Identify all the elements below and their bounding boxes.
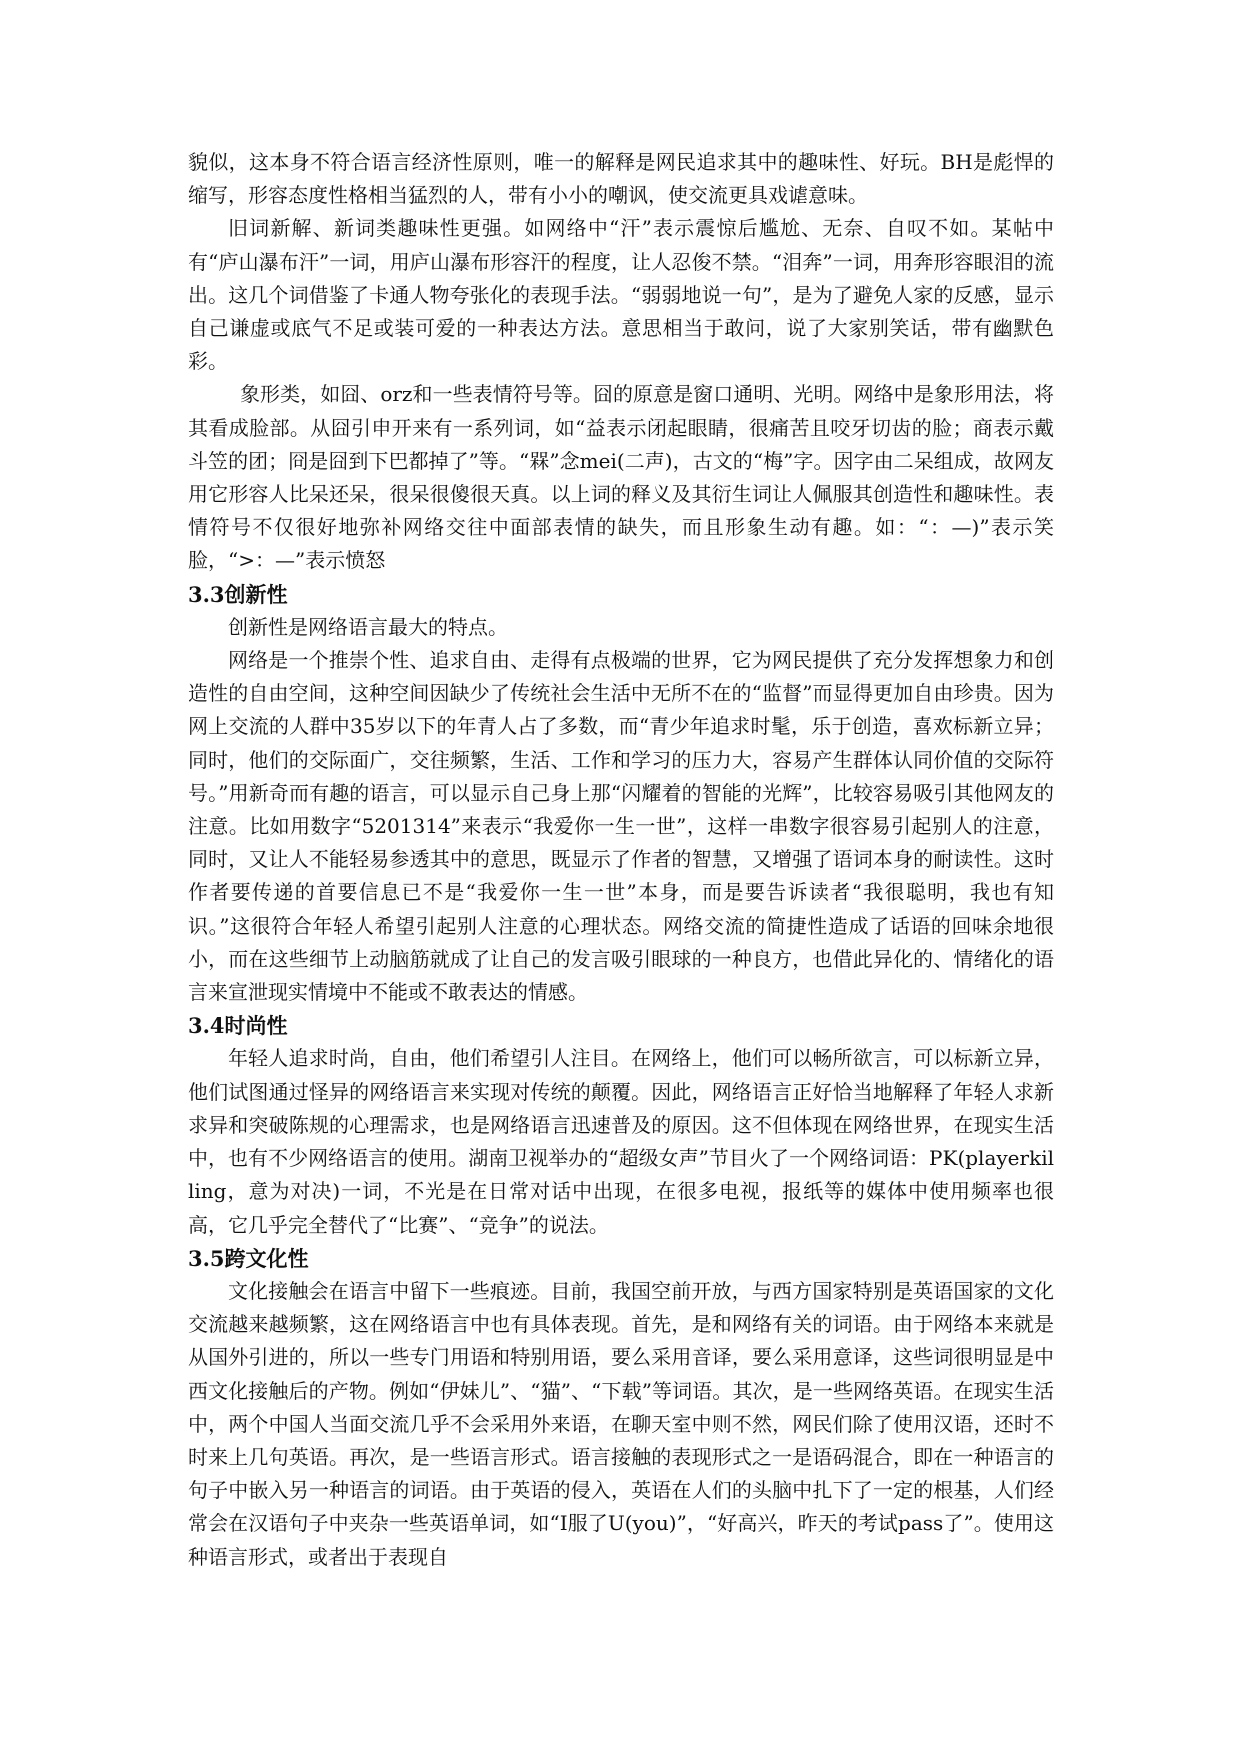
paragraph-3-3-lead: 创新性是网络语言最大的特点。 (228, 614, 508, 639)
paragraph-3-5-body: 文化接触会在语言中留下一些痕迹。目前，我国空前开放，与西方国家特别是英语国家的文化交流越来越频繁，这在网络语言中也有具体表现。首先，是和网络有关的词语。由于网络本来就是从国外引进的，所以一些专门用语和特别用语，要么采用音译，要么采用意译，这些词很明显是中西文化接触后的产物。例如“伊妹儿”、“猫”、“下载”等词语。其次，是一些网络英语。在现实生活中，两个中国人当面交流几乎不会采用外来语，在聊天室中则不然，网民们除了使用汉语，还时不时来上几句英语。再次，是一些语言形式。语言接触的表现形式之一是语码混合，即在一种语言的句子中嵌入另一种语言的词语。由于英语的侵入，英语在人们的头脑中扎下了一定的根基，人们经常会在汉语句子中夹杂一些英语单词，如“I服了U(you)”，“好高兴，昨天的考试pass了”。使用这种语言形式，或者出于表现自 (188, 1278, 1054, 1569)
paragraph-pictographic: 象形类，如囧、orz和一些表情符号等。囧的原意是窗口通明、光明。网络中是象形用法，将其看成脸部。从囧引申开来有一系列词，如“益表示闭起眼睛，很痛苦且咬牙切齿的脸；商表示戴斗笠的团；冏是囧到下巴都掉了”等。“槑”念mei(二声)，古文的“梅”字。因字由二呆组成，故网友用它形容人比呆还呆，很呆很傻很天真。以上词的释义及其衍生词让人佩服其创造性和趣味性。表情符号不仅很好地弥补网络交往中面部表情的缺失，而且形象生动有趣。如：“：—)”表示笑脸，“>：—”表示愤怒 (188, 382, 1054, 573)
paragraph-intro: 貌似，这本身不符合语言经济性原则，唯一的解释是网民追求其中的趣味性、好玩。BH是彪悍的缩写，形容态度性格相当猛烈的人，带有小小的嘲讽，使交流更具戏谑意味。 (188, 150, 1054, 208)
paragraph-new-words: 旧词新解、新词类趣味性更强。如网络中“汗”表示震惊后尴尬、无奈、自叹不如。某帖中有“庐山瀑布汗”一词，用庐山瀑布形容汗的程度，让人忍俊不禁。“泪奔”一词，用奔形容眼泪的流出。这几个词借鉴了卡通人物夸张化的表现手法。“弱弱地说一句”，是为了避免人家的反感，显示自己谦虚或底气不足或装可爱的一种表达方法。意思相当于敢问，说了大家别笑话，带有幽默色彩。 (188, 216, 1054, 374)
section-heading-3-4: 3.4时尚性 (188, 1013, 288, 1039)
section-heading-3-3: 3.3创新性 (188, 581, 288, 607)
paragraph-3-4-body: 年轻人追求时尚，自由，他们希望引人注目。在网络上，他们可以畅所欲言，可以标新立异，他们试图通过怪异的网络语言来实现对传统的颠覆。因此，网络语言正好恰当地解释了年轻人求新求异和突破陈规的心理需求，也是网络语言迅速普及的原因。这不但体现在网络世界，在现实生活中，也有不少网络语言的使用。湖南卫视举办的“超级女声”节目火了一个网络词语：PK(playerkilling，意为对决)一词，不光是在日常对话中出现，在很多电视，报纸等的媒体中使用频率也很高，它几乎完全替代了“比赛”、“竞争”的说法。 (188, 1046, 1054, 1237)
document-body (188, 146, 1054, 1574)
paragraph-3-3-body: 网络是一个推崇个性、追求自由、走得有点极端的世界，它为网民提供了充分发挥想象力和创造性的自由空间，这种空间因缺少了传统社会生活中无所不在的“监督”而显得更加自由珍贵。因为网上交流的人群中35岁以下的年青人占了多数，而“青少年追求时髦，乐于创造，喜欢标新立异； 同时，他们的交际面广，交往频繁，生活、工作和学习的压力大，容易产生群体认同价值的交际符号。”用新奇而有趣的语言，可以显示自己身上那“闪耀着的智能的光辉”，比较容易吸引其他网友的注意。比如用数字“5201314”来表示“我爱你一生一世”，这样一串数字很容易引起别人的注意，同时，又让人不能轻易参透其中的意思，既显示了作者的智慧，又增强了语词本身的耐读性。这时作者要传递的首要信息已不是“我爱你一生一世”本身，而是要告诉读者“我很聪明，我也有知识。”这很符合年轻人希望引起别人注意的心理状态。网络交流的简捷性造成了话语的回味余地很小，而在这些细节上动脑筋就成了让自己的发言吸引眼球的一种良方，也借此异化的、情绪化的语言来宣泄现实情境中不能或不敢表达的情感。 (188, 648, 1054, 1005)
section-heading-3-5: 3.5跨文化性 (188, 1245, 309, 1271)
